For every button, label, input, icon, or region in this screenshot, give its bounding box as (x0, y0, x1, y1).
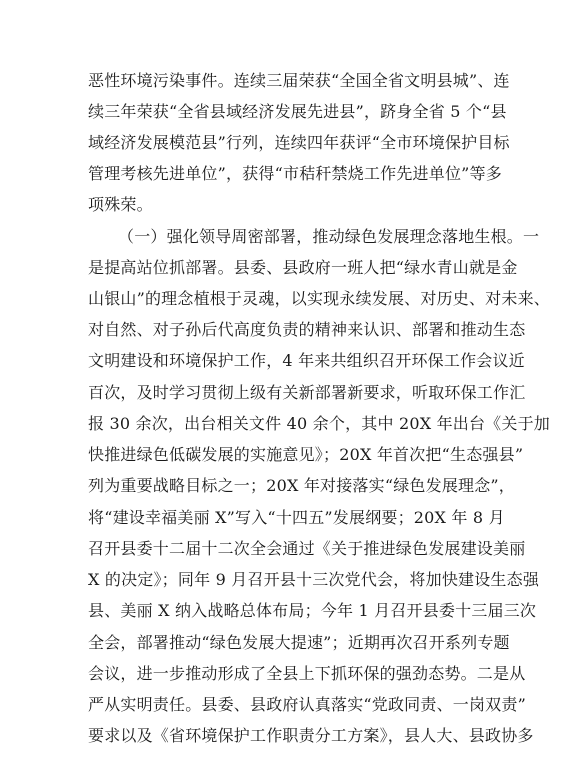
text-line: 百次，及时学习贯彻上级有关新部署新要求，听取环保工作汇 (88, 383, 526, 402)
text-line: 会议，进一步推动形成了全县上下抓环保的强劲态势。二是从 (88, 664, 526, 683)
paragraph-first-line: （一）强化领导周密部署，推动绿色发展理念落地生根。一 (118, 227, 540, 246)
text-line: 山银山”的理念植根于灵魂，以实现永续发展、对历史、对未来、 (88, 289, 550, 308)
text-line: 域经济发展模范县”行列，连续四年获评“全市环境保护目标 (88, 133, 510, 152)
text-line: 项殊荣。 (88, 195, 153, 214)
text-line: 将“建设幸福美丽 X”写入“十四五”发展纲要；20X 年 8 月 (88, 508, 505, 527)
text-line: 是提高站位抓部署。县委、县政府一班人把“绿水青山就是金 (88, 258, 518, 277)
text-line: 管理考核先进单位”，获得“市秸秆禁烧工作先进单位”等多 (88, 164, 502, 183)
text-line: 快推进绿色低碳发展的实施意见》；20X 年首次把“生态强县” (88, 445, 524, 464)
text-line: 严从实明责任。县委、县政府认真落实“党政同责、一岗双责” (88, 695, 526, 714)
text-line: 文明建设和环境保护工作，4 年来共组织召开环保工作会议近 (88, 351, 525, 370)
text-line: X 的决定》；同年 9 月召开县十三次党代会，将加快建设生态强 (88, 570, 540, 589)
text-line: 续三年荣获“全省县域经济发展先进县”，跻身全省 5 个“县 (88, 102, 507, 121)
text-line: 县、美丽 X 纳入战略总体布局；今年 1 月召开县委十三届三次 (88, 601, 537, 620)
text-line: 召开县委十二届十二次全会通过《关于推进绿色发展建设美丽 (88, 539, 526, 558)
text-line: 对自然、对子孙后代高度负责的精神来认识、部署和推动生态 (88, 320, 526, 339)
text-line: 全会，部署推动“绿色发展大提速”；近期再次召开系列专题 (88, 633, 510, 652)
text-line: 列为重要战略目标之一；20X 年对接落实“绿色发展理念”， (88, 476, 515, 495)
text-line: 要求以及《省环境保护工作职责分工方案》，县人大、县政协多 (88, 726, 534, 745)
text-line: 恶性环境污染事件。连续三届荣获“全国全省文明县城”、连 (88, 71, 510, 90)
text-line: 报 30 余次，出台相关文件 40 余个，其中 20X 年出台《关于加 (88, 414, 550, 433)
